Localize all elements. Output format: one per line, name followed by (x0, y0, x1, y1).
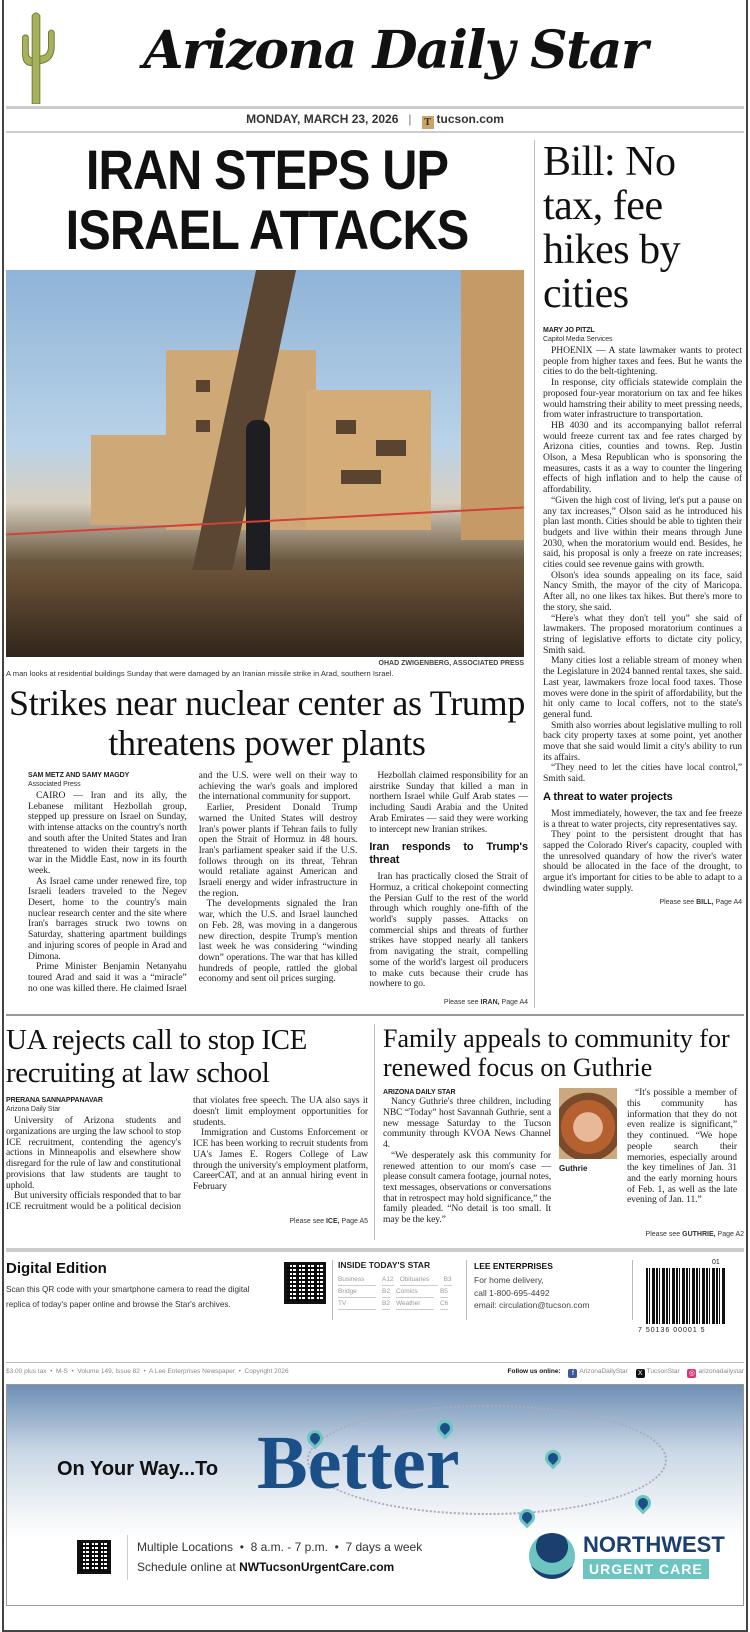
paragraph: Prime Minister Benjamin Netanyahu toured Arad and said it was a “miracle” no one was killed there. He claimed Israel and the U.S. were well on their way to achieving the war's goals and implored the international community for support. (28, 770, 358, 994)
byline: PRERANA SANNAPPANAVAR (6, 1097, 103, 1105)
saguaro-cactus-icon (14, 8, 58, 104)
bill-column (534, 140, 742, 1008)
lee-enterprises-info (474, 1260, 626, 1312)
lotus-logo-icon (529, 1533, 575, 1579)
photo-caption: A man looks at residential buildings Sunday that were damaged by an Iranian missile strike in Arad, southern Israel. (6, 669, 394, 678)
paragraph: Iran has practically closed the Strait of Hormuz, a critical chokepoint connecting the Persian Gulf to the rest of the world through which roughly one-fifth of the world's supply passes. Attacks on commercial ships and threats of further strikes have stopped nearly all tankers from navigating the strait, compelling some of the world's largest oil producers to make cuts because their crude has nowhere to go. (369, 871, 528, 990)
divider (6, 1014, 744, 1016)
guthrie-headline[interactable]: Family appeals to community for renewed focus on Guthrie (383, 1024, 730, 1083)
brand-subtitle: URGENT CARE (583, 1559, 709, 1579)
guthrie-photo-block (559, 1088, 619, 1174)
paragraph: Immigration and Customs Enforcement or ICE has been working to recruit students from UA's James E. Rogers College of Law through the university's employment platform, CareerCAT, and at an annual hiring event in February (193, 1127, 368, 1192)
guthrie-photo (559, 1088, 617, 1159)
digital-edition-title[interactable]: Digital Edition (6, 1259, 107, 1277)
top-section (6, 140, 744, 1008)
digital-edition-text: Scan this QR code with your smartphone camera to read the digital replica of today's paper online and browse the Star's archives. (6, 1284, 250, 1309)
tucson-logo-icon: T (422, 116, 434, 129)
ua-headline[interactable]: UA rejects call to stop ICE recruiting at law school (6, 1024, 307, 1090)
facebook-link[interactable]: ArizonaDailyStar (579, 1367, 628, 1375)
ad-url[interactable]: NWTucsonUrgentCare.com (239, 1559, 395, 1574)
qr-code-icon[interactable] (284, 1262, 326, 1304)
agency: Arizona Daily Star (6, 1106, 61, 1114)
index-row[interactable]: Business A12 Obituaries B3 (338, 1274, 460, 1286)
facebook-icon[interactable]: f (568, 1369, 577, 1378)
divider (6, 131, 744, 133)
paragraph: PHOENIX — A state lawmaker wants to protect people from higher taxes and fees. But he wants the cities to do the belt-tightening. (543, 345, 742, 378)
paragraph: “We desperately ask this community for renewed attention to our mom's case — please consult camera footage, journal notes, text messages, observations or conversations that in retrospect may hold significance,” the family pleaded. “No detail is too small. It may be the key.” (383, 1149, 551, 1226)
paragraph: In response, city officials statewide complain the proposed four-year moratorium on tax and fee hikes would hamstring their ability to meet pressing needs, from water infrastructure to transportation. (543, 377, 742, 421)
subhead: Iran responds to Trump's threat (369, 841, 528, 867)
paragraph: “It's possible a member of this community has information that they do not even realize is significant,” they continued. “We hope people search their memories, especially around the key timelines of Jan. 31 and the early morning hours of Feb. 1, as well as the late evening of Jan. 11.” (627, 1087, 737, 1206)
paragraph: Nancy Guthrie's three children, including NBC “Today” host Savannah Guthrie, sent a new message Saturday to the Tucson community through KVOA News Channel 4. (383, 1096, 551, 1151)
footer-info: $3.00 plus tax • M-S • Volume 149, Issue 82 • A Lee Enterprises Newspaper • Copyright 2026 (6, 1367, 289, 1375)
lead-column (6, 140, 528, 1008)
paragraph: “Here's what they don't tell you” she said of lawmakers. The proposed moratorium continues a string of legislative efforts to dictate city policy, Smith said. (543, 612, 742, 656)
story-headline[interactable]: Strikes near nuclear center as Trump threatens power plants (8, 683, 526, 763)
ad-hours: Multiple Locations • 8 a.m. - 7 p.m. • 7 days a week (137, 1539, 423, 1554)
page-content (6, 140, 744, 1606)
newspaper-logo[interactable]: Arizona Daily Star (143, 20, 647, 81)
jump-link-guthrie[interactable]: Please see GUTHRIE, Page A2 (645, 1230, 744, 1238)
paragraph: Most immediately, however, the tax and fee freeze is a threat to water projects, city representatives say. (543, 807, 742, 830)
paragraph: “Given the high cost of living, let's put a pause on any tax increases,” Olson said as he introduced his plan last month. Cities should be able to tighten their budgets and live within their means through June 2030, when the moratorium would end. Besides, he said, his proposal is only a freeze on rate increases; cities could see revenue gains with growth. (543, 494, 742, 571)
paragraph: Earlier, President Donald Trump warned the United States will destroy Iran's power plants if Tehran fails to fully open the Strait of Hormuz in 48 hours. Iran's parliament speaker said if the U.S. follows through on its threat, Tehran would retaliate against American and Israeli energy and wider infrastructure in the region. (198, 802, 358, 899)
guthrie-column (374, 1024, 744, 1239)
email[interactable]: email: circulation@tucson.com (474, 1300, 590, 1311)
x-link[interactable]: TucsonStar (646, 1367, 680, 1375)
instagram-icon[interactable]: ◎ (688, 1369, 696, 1377)
ad-headline: Better (257, 1420, 460, 1505)
qr-code-icon[interactable] (77, 1540, 111, 1574)
divider (6, 106, 744, 109)
lead-story (6, 771, 528, 994)
inside-title: INSIDE TODAY'S STAR (338, 1259, 431, 1270)
byline: MARY JO PITZL (543, 327, 595, 334)
bottom-stories (6, 1024, 744, 1239)
paragraph: Olson's idea sounds appealing on its face, said Nancy Smith, the mayor of the city of Maricopa. After all, no one likes tax hikes. But there's more to the story, she said. (543, 569, 742, 613)
column-divider (466, 1260, 467, 1320)
paragraph: As Israel came under renewed fire, top Israeli leaders traveled to the Negev Desert, home to the country's main nuclear research center and the site where Iran's barrages struck two towns on Saturday, shattering apartment buildings and injuring scores of people in Arad and Dimona. (28, 875, 187, 962)
phone[interactable]: call 1-800-695-4492 (474, 1287, 550, 1298)
paragraph: CAIRO — Iran and its ally, the Lebanese militant Hezbollah group, stepped up pressure on Israel on Sunday, with intense attacks on the country's north and south after the United States and Iran threatened to widen their targets in the war in the Middle East, now in its fourth week. (28, 790, 187, 876)
column-divider (332, 1260, 333, 1320)
barcode-number: 7 50136 00001 5 (638, 1326, 706, 1334)
ad-details (137, 1537, 422, 1577)
jump-link-iran[interactable]: Please see IRAN, Page A4 (443, 999, 528, 1007)
dateline: MONDAY, MARCH 23, 2026 | T tucson.com (246, 112, 504, 128)
footer (6, 1362, 744, 1380)
inside-index (338, 1260, 460, 1310)
masthead (0, 0, 750, 104)
jump-link-bill[interactable]: Please see BILL, Page A4 (659, 899, 742, 907)
ad-tagline: On Your Way...To (57, 1457, 219, 1480)
digital-edition-strip (6, 1258, 744, 1362)
paragraph: University of Arizona students and organizations are urging the law school to stop ICE recruitment, contending the agency's actions in Minneapolis and elsewhere show disregard for the rule of law and constitutional provisions that law students are taught to uphold. (6, 1115, 181, 1191)
lead-headline: IRAN STEPS UP ISRAEL ATTACKS (65, 138, 469, 261)
paragraph: The developments signaled the Iran war, which the U.S. and Israel launched on Feb. 28, was moving in a dangerous new direction, despite Trump's mention last week he was considering “winding down” operations. The war that has killed hundreds of people, rattled the global economy and sent oil prices surging. (198, 898, 358, 985)
divider (6, 1248, 744, 1252)
agency: Associated Press (28, 781, 81, 788)
x-icon[interactable]: X (636, 1369, 645, 1378)
ua-story (6, 1096, 368, 1212)
byline: SAM METZ AND SAMY MAGDY (28, 772, 130, 779)
date: MONDAY, MARCH 23, 2026 (246, 112, 399, 126)
paragraph: Many cities lost a reliable stream of money when the Legislature in 2024 banned rental taxes, she said. Last year, lawmakers froze local food taxes. Those moves were done in the spirit of affordability, but the hit only came to local coffers, not to the state's general fund. (543, 655, 742, 720)
divider (127, 1535, 128, 1580)
site-link[interactable]: tucson.com (436, 112, 504, 126)
agency: Capitol Media Services (543, 336, 613, 343)
index-row[interactable]: TV B2 Weather C6 (338, 1298, 460, 1310)
index-row[interactable]: Bridge B2 Comics B5 (338, 1286, 460, 1298)
paragraph: “They need to let the cities have local control,” Smith said. (543, 762, 742, 785)
column-divider (632, 1260, 633, 1320)
ad-schedule-label: Schedule online at (137, 1559, 240, 1574)
ua-column (6, 1024, 368, 1226)
barcode (646, 1268, 726, 1324)
paragraph: Smith also worries about legislative mulling to roll back city property taxes at some point, yet another move that she said would limit a city's ability to run its affairs. (543, 719, 742, 763)
lee-line: For home delivery, (474, 1275, 544, 1286)
urgent-care-advertisement[interactable] (6, 1384, 744, 1606)
jump-link-ice[interactable]: Please see ICE, Page A5 (289, 1217, 368, 1225)
paragraph: Hezbollah claimed responsibility for an airstrike Sunday that killed a man in northern Israel while Gulf Arab states — including Saudi Arabia and the United Arab Emirates — said they were working to intercept new Iranian strikes. (369, 770, 528, 835)
byline: ARIZONA DAILY STAR (383, 1089, 456, 1097)
guthrie-story-continued (627, 1088, 737, 1206)
photo-caption: Guthrie (559, 1164, 588, 1174)
photo-credit: OHAD ZWIGENBERG, ASSOCIATED PRESS (378, 660, 524, 667)
social-links: Follow us online: f ArizonaDailyStar X TucsonStar ◎ arizonadailystar (507, 1367, 744, 1377)
subhead: A threat to water projects (543, 790, 673, 803)
lee-title: LEE ENTERPRISES (474, 1260, 553, 1271)
lead-photo (6, 270, 524, 657)
guthrie-body (383, 1088, 744, 1225)
paragraph: HB 4030 and its accompanying ballot referral would freeze current tax and fee rates charged by Arizona cities, counties and towns. Rep. Justin Olson, a Mesa Republican who is sponsoring the measures, casts it as a way to counter the lingering effects of high inflation and to help the cause of affordability. (543, 419, 742, 496)
bill-headline[interactable]: Bill: No tax, fee hikes by cities (543, 139, 681, 317)
bill-story (543, 326, 742, 894)
instagram-link[interactable]: arizonadailystar (698, 1367, 744, 1375)
barcode-issue: 01 (712, 1258, 720, 1266)
location-pin-icon (632, 1491, 655, 1514)
brand-name: NORTHWEST (583, 1531, 725, 1557)
guthrie-story (383, 1088, 551, 1225)
paragraph: They point to the persistent drought that has sapped the Colorado River's capacity, coupled with the unresolved quandary of how the river's water should be allocated in the face of the drought, to argue it's important for cities to be able to adapt to a dwindling water supply. (543, 829, 742, 894)
paragraph: But university officials responded that to bar ICE recruitment would be a political decision that violates free speech. The UA also says it doesn't limit employment opportunities for students. (6, 1095, 368, 1212)
